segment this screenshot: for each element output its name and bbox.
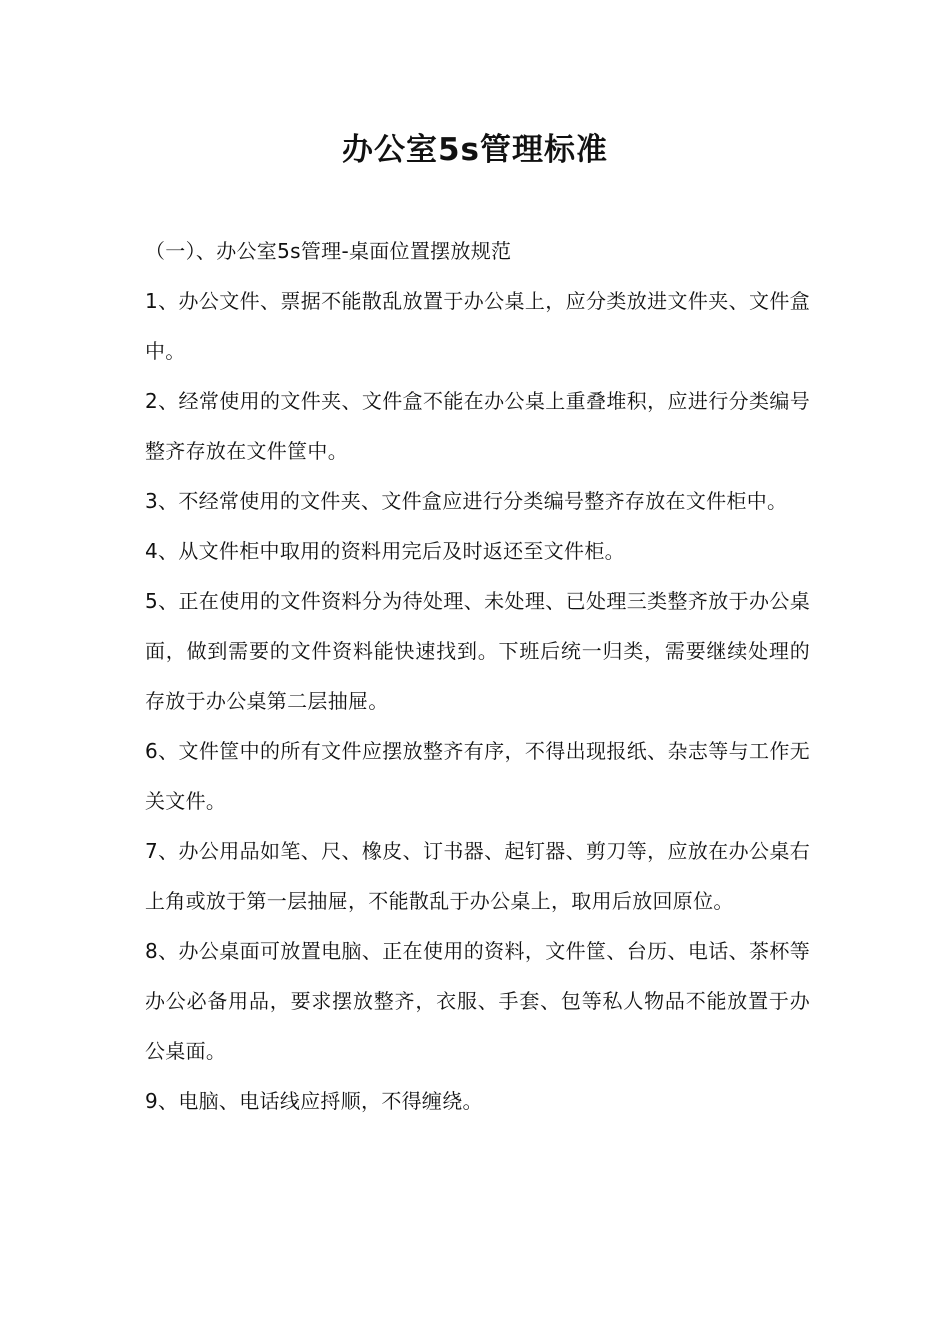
paragraph-5: 5、正在使用的文件资料分为待处理、未处理、已处理三类整齐放于办公桌面，做到需要的文件资料能快速找到。下班后统一归类，需要继续处理的存放于办公桌第二层抽屉。 <box>145 589 810 713</box>
paragraph-3: 3、不经常使用的文件夹、文件盒应进行分类编号整齐存放在文件柜中。 <box>145 489 788 513</box>
paragraph-1: 1、办公文件、票据不能散乱放置于办公桌上，应分类放进文件夹、文件盒中。 <box>145 289 810 363</box>
paragraph-2: 2、经常使用的文件夹、文件盒不能在办公桌上重叠堆积，应进行分类编号整齐存放在文件筐中。 <box>145 389 810 463</box>
paragraph-4: 4、从文件柜中取用的资料用完后及时返还至文件柜。 <box>145 539 625 563</box>
document-title: 办公室5s管理标准 <box>341 132 609 168</box>
document-body <box>145 226 810 1126</box>
paragraph-9: 9、电脑、电话线应捋顺，不得缠绕。 <box>145 1089 483 1113</box>
paragraph-6: 6、文件筐中的所有文件应摆放整齐有序，不得出现报纸、杂志等与工作无关文件。 <box>145 739 810 813</box>
paragraph-8: 8、办公桌面可放置电脑、正在使用的资料，文件筐、台历、电话、茶杯等办公必备用品，要求摆放整齐，衣服、手套、包等私人物品不能放置于办公桌面。 <box>145 939 810 1063</box>
paragraph-7: 7、办公用品如笔、尺、橡皮、订书器、起钉器、剪刀等，应放在办公桌右上角或放于第一层抽屉，不能散乱于办公桌上，取用后放回原位。 <box>145 839 810 913</box>
section-heading: （一）、办公室5s管理-桌面位置摆放规范 <box>145 239 512 263</box>
